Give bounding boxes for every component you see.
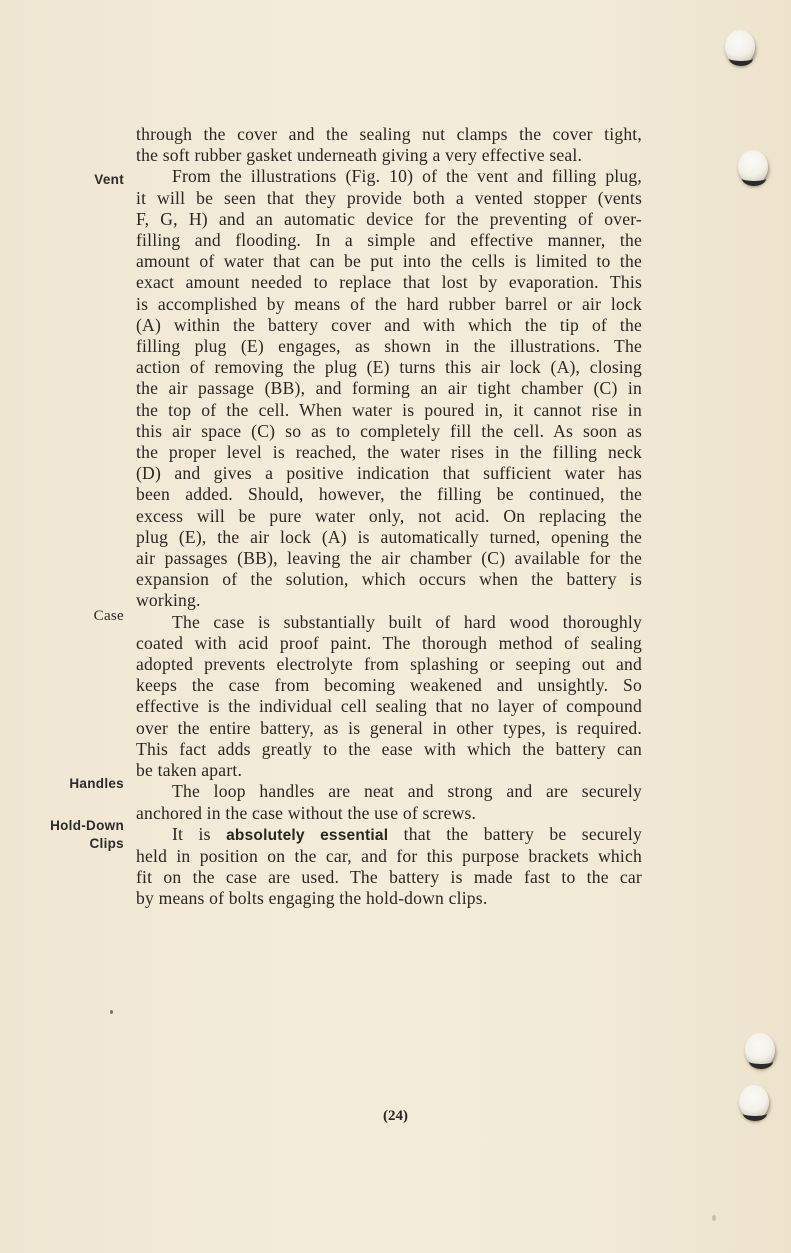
text-line: the proper level is reached, the water rises in the filling neck — [136, 442, 642, 463]
paper-speck — [712, 1215, 716, 1221]
text-line: is accomplished by means of the hard rubber barrel or air lock — [136, 293, 642, 314]
text-line: filling and flooding. In a simple and effective manner, the — [136, 230, 642, 251]
text-line: plug (E), the air lock (A) is automatically turned, opening the — [136, 526, 642, 547]
text-line: (A) within the battery cover and with which the tip of the — [136, 314, 642, 335]
holddown-pre: It is — [172, 823, 227, 844]
text-line: From the illustrations (Fig. 10) of the vent and filling plug, — [172, 166, 642, 187]
text-line: (D) and gives a positive indication that sufficient water has — [136, 463, 642, 484]
text-line: working. — [136, 590, 201, 611]
text-line: This fact adds greatly to the ease with which the battery can — [136, 738, 642, 759]
text-line: it will be seen that they provide both a vented stopper (vents — [136, 187, 642, 208]
body-text — [136, 124, 642, 910]
text-line: the soft rubber gasket underneath giving a very effective seal. — [136, 145, 583, 166]
text-line: the air passage (BB), and forming an air tight chamber (C) in — [136, 378, 642, 399]
text-line: expansion of the solution, which occurs when the battery is — [136, 569, 642, 590]
margin-label-clips: Clips — [89, 836, 124, 851]
paper-speck — [110, 1010, 113, 1014]
binder-hole-1 — [725, 30, 755, 64]
text-line-holddown — [136, 824, 642, 846]
text-line: this air space (C) so as to completely fill the cell. As soon as — [136, 420, 642, 441]
text-line: over the entire battery, as is general in other types, is required. — [136, 717, 642, 738]
page-number: (24) — [383, 1108, 408, 1124]
text-line: action of removing the plug (E) turns this air lock (A), closing — [136, 357, 642, 378]
emphasis-absolutely-essential: absolutely essential — [226, 826, 389, 844]
text-line: air passages (BB), leaving the air chamber (C) available for the — [136, 548, 642, 569]
margin-label-case: Case — [93, 608, 124, 624]
text-line: excess will be pure water only, not acid. On replacing the — [136, 505, 642, 526]
text-line: effective is the individual cell sealing that no layer of compound — [136, 696, 642, 717]
text-line: coated with acid proof paint. The thorough method of sealing — [136, 632, 642, 653]
text-line: anchored in the case without the use of screws. — [136, 802, 477, 823]
margin-label-handles: Handles — [69, 776, 124, 791]
margin-label-vent: Vent — [94, 172, 124, 187]
binder-hole-2 — [738, 150, 768, 184]
text-line: by means of bolts engaging the hold-down clips. — [136, 888, 488, 909]
binder-hole-3 — [745, 1033, 775, 1067]
text-line: be taken apart. — [136, 760, 243, 781]
text-line: the top of the cell. When water is poured in, it cannot rise in — [136, 399, 642, 420]
text-line: exact amount needed to replace that lost by evaporation. This — [136, 272, 642, 293]
text-line: fit on the case are used. The battery is made fast to the car — [136, 867, 642, 888]
text-line: F, G, H) and an automatic device for the preventing of over- — [136, 208, 642, 229]
text-line: been added. Should, however, the filling be continued, the — [136, 484, 642, 505]
text-line: amount of water that can be put into the cells is limited to the — [136, 251, 642, 272]
text-line: filling plug (E) engages, as shown in the illustrations. The — [136, 336, 642, 357]
holddown-post: that the battery be securely — [388, 823, 642, 844]
text-line: keeps the case from becoming weakened and unsightly. So — [136, 675, 642, 696]
text-line: The case is substantially built of hard wood thoroughly — [172, 611, 642, 632]
text-line: held in position on the car, and for this purpose brackets which — [136, 845, 642, 866]
text-line: The loop handles are neat and strong and are securely — [172, 781, 642, 802]
text-line: through the cover and the sealing nut clamps the cover tight, — [136, 124, 642, 144]
text-line: adopted prevents electrolyte from splashing or seeping out and — [136, 654, 642, 675]
margin-label-hold-down: Hold-Down — [50, 818, 124, 833]
